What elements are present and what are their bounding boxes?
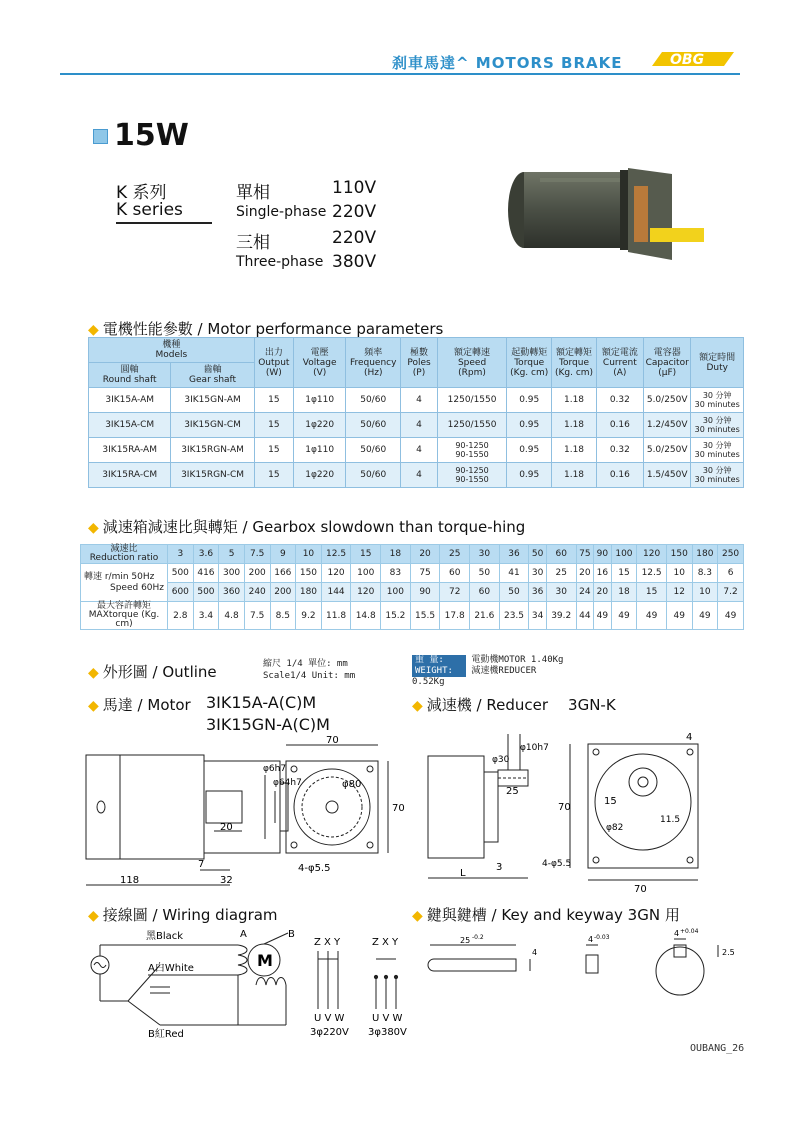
outline-title-text: 外形圖 / Outline xyxy=(102,663,217,681)
phase-single-v2: 220V xyxy=(332,202,377,222)
dim-15: 15 xyxy=(604,796,617,807)
gear-cell: 144 xyxy=(321,583,351,602)
gear-cell: 100 xyxy=(611,545,637,564)
th-frequency: 頻率 Frequency (Hz) xyxy=(346,338,401,388)
wire-a: A xyxy=(240,929,247,940)
gear-cell: 18 xyxy=(611,583,637,602)
phase-three-v2: 380V xyxy=(332,252,377,272)
gear-cell: 10 xyxy=(692,583,718,602)
key-4b: 4 xyxy=(588,935,594,944)
th-capacitor: 電容器 Capacitor (μF) xyxy=(644,338,691,388)
power-marker-icon xyxy=(93,129,108,144)
gear-cell: 240 xyxy=(244,583,270,602)
gear-cell: 20 xyxy=(576,564,594,583)
th-models xyxy=(89,338,255,363)
logo-text: OBG xyxy=(670,52,705,68)
motor-outline-drawing xyxy=(80,735,410,895)
dim-4: 4 xyxy=(686,732,693,743)
gear-title xyxy=(88,516,525,537)
gear-cell: 90 xyxy=(410,583,440,602)
phase-single-en: Single-phase xyxy=(236,204,327,220)
gear-cell: 12.5 xyxy=(321,545,351,564)
gear-cell: 41 xyxy=(499,564,529,583)
reducer-outline-drawing xyxy=(420,730,740,895)
dim-L: L xyxy=(460,868,466,879)
gear-cell: 166 xyxy=(270,564,296,583)
gear-cell: 10 xyxy=(666,564,692,583)
gear-cell: 24 xyxy=(576,583,594,602)
key-4c-tol: +0.04 xyxy=(680,928,699,935)
th-duty: 額定時間 Duty xyxy=(691,338,744,388)
gear-cell: 17.8 xyxy=(440,602,470,630)
gear-cell: 16 xyxy=(594,564,612,583)
dim-32: 32 xyxy=(220,875,233,886)
gear-cell: 83 xyxy=(381,564,411,583)
dim-118: 118 xyxy=(120,875,140,886)
dim-phi6h7: φ6h7 xyxy=(263,764,287,774)
gear-cell: 300 xyxy=(219,564,245,583)
gear-cell: 100 xyxy=(351,564,381,583)
gear-cell: 200 xyxy=(270,583,296,602)
page-footer: OUBANG_26 xyxy=(690,1043,745,1054)
wire-380: 3φ380V xyxy=(368,1027,407,1038)
gear-cell: 30 xyxy=(529,564,547,583)
gear-cell: 75 xyxy=(410,564,440,583)
gear-cell: 23.5 xyxy=(499,602,529,630)
diamond-icon: ◆ xyxy=(88,665,99,681)
gear-cell: 360 xyxy=(219,583,245,602)
series-underline xyxy=(116,222,212,224)
gear-cell: 10 xyxy=(296,545,322,564)
series-en: K series xyxy=(116,200,183,220)
gear-cell: 8.5 xyxy=(270,602,296,630)
gear-table xyxy=(80,544,744,630)
gear-cell: 15 xyxy=(637,583,667,602)
wiring-diagram xyxy=(88,925,408,1045)
gear-cell: 49 xyxy=(611,602,637,630)
dim-70a: 70 xyxy=(326,735,339,746)
diamond-icon: ◆ xyxy=(88,908,99,924)
phase-three-v1: 220V xyxy=(332,228,377,248)
phase-single-v1: 110V xyxy=(332,178,377,198)
dim-70b: 70 xyxy=(392,803,405,814)
gear-cell: 6 xyxy=(718,564,744,583)
gear-speed-label: 轉速 r/min 50Hz Speed 60Hz xyxy=(81,564,168,602)
phase-three-cn: 三相 xyxy=(236,233,270,253)
gear-torque-label: 最大容許轉矩 MAXtorque (Kg. cm) xyxy=(81,602,168,630)
th-output: 出力 Output (W) xyxy=(254,338,293,388)
motor-symbol-icon: M xyxy=(257,951,273,970)
gear-cell: 416 xyxy=(193,564,219,583)
weight-block: 重 量: 電動機MOTOR 1.40Kg WEIGHT: 減速機REDUCER 0.52Kg xyxy=(412,655,564,687)
th-start-torque: 起動轉矩 Torque (Kg. cm) xyxy=(507,338,552,388)
gear-cell: 500 xyxy=(193,583,219,602)
dim-3: 3 xyxy=(496,862,503,873)
gear-cell: 3 xyxy=(168,545,194,564)
motor-photo xyxy=(500,160,715,280)
gear-cell: 60 xyxy=(440,564,470,583)
th-models-en: Models xyxy=(155,350,188,360)
gear-cell: 100 xyxy=(381,583,411,602)
performance-table xyxy=(88,337,744,488)
wire-black: 黑Black xyxy=(146,931,184,942)
dim-20: 20 xyxy=(220,822,233,833)
wiring-title: ◆ 接線圖 / Wiring diagram xyxy=(88,906,278,924)
gear-cell: 25 xyxy=(546,564,576,583)
gear-cell: 9.2 xyxy=(296,602,322,630)
dim-4-phi55-b: 4-φ5.5 xyxy=(542,859,572,869)
gear-cell: 39.2 xyxy=(546,602,576,630)
motor-outline-title: ◆ 馬達 / Motor xyxy=(88,696,191,714)
key-title: ◆ 鍵與鍵槽 / Key and keyway 3GN 用 xyxy=(412,906,680,924)
key-4b-tol: -0.03 xyxy=(594,934,610,941)
gear-cell: 150 xyxy=(666,545,692,564)
reducer-outline-title: ◆ 減速機 / Reducer 3GN-K xyxy=(412,696,616,714)
gear-cell: 18 xyxy=(381,545,411,564)
gear-cell: 30 xyxy=(470,545,500,564)
dim-7: 7 xyxy=(198,859,205,870)
brand-logo xyxy=(648,48,738,70)
perf-title-text: 電機性能參數 / Motor performance parameters xyxy=(102,320,444,338)
gear-cell: 20 xyxy=(410,545,440,564)
phase-three-en: Three-phase xyxy=(236,254,324,270)
wire-uvw-2: U V W xyxy=(372,1013,403,1024)
gear-cell: 9 xyxy=(270,545,296,564)
gear-cell: 49 xyxy=(718,602,744,630)
outline-title xyxy=(88,661,217,682)
th-speed: 額定轉速 Speed (Rpm) xyxy=(438,338,507,388)
gear-cell: 15.5 xyxy=(410,602,440,630)
gear-cell: 36 xyxy=(529,583,547,602)
gear-cell: 3.4 xyxy=(193,602,219,630)
dim-phi80: φ80 xyxy=(342,779,362,790)
dim-phi10h7: φ10h7 xyxy=(520,743,549,753)
key-2-5: 2.5 xyxy=(722,948,735,957)
wire-red: B紅Red xyxy=(148,1029,184,1040)
wire-white: A白White xyxy=(148,963,194,974)
gear-cell: 600 xyxy=(168,583,194,602)
gear-cell: 60 xyxy=(470,583,500,602)
gear-cell: 14.8 xyxy=(351,602,381,630)
dim-11-5: 11.5 xyxy=(660,815,681,825)
phase-single-cn: 單相 xyxy=(236,183,270,203)
gear-cell: 34 xyxy=(529,602,547,630)
dim-phi64h7: φ64h7 xyxy=(273,778,302,788)
wire-b: B xyxy=(288,929,295,940)
diamond-icon: ◆ xyxy=(88,698,99,714)
gear-cell: 2.8 xyxy=(168,602,194,630)
gear-cell: 250 xyxy=(718,545,744,564)
diamond-icon: ◆ xyxy=(88,520,99,536)
gear-cell: 49 xyxy=(594,602,612,630)
table-row: 3IK15RA-AM 3IK15RGN-AM 15 1φ110 50/60 4 90-1250 90-1550 0.95 1.18 0.32 5.0/250V 30 分钟 30 minutes xyxy=(89,438,744,463)
motor-model-1: 3IK15A-A(C)M xyxy=(206,693,317,712)
dim-25: 25 xyxy=(506,786,519,797)
dim-70d: 70 xyxy=(634,884,647,895)
gear-cell: 15 xyxy=(611,564,637,583)
table-row: 3IK15A-AM 3IK15GN-AM 15 1φ110 50/60 4 1250/1550 0.95 1.18 0.32 5.0/250V 30 分钟 30 minutes xyxy=(89,388,744,413)
th-voltage: 電壓 Voltage (V) xyxy=(293,338,346,388)
gear-cell: 11.8 xyxy=(321,602,351,630)
power-rating: 15W xyxy=(114,118,189,153)
gear-cell: 7.5 xyxy=(244,602,270,630)
gear-cell: 4.8 xyxy=(219,602,245,630)
dim-phi30: φ30 xyxy=(492,755,510,765)
motor-model-2: 3IK15GN-A(C)M xyxy=(206,715,330,734)
gear-cell: 120 xyxy=(321,564,351,583)
gear-cell: 120 xyxy=(637,545,667,564)
key-4c: 4 xyxy=(674,929,680,938)
wire-zxy-1: Z X Y xyxy=(314,937,341,948)
wire-220: 3φ220V xyxy=(310,1027,349,1038)
diamond-icon: ◆ xyxy=(412,698,423,714)
gear-cell: 44 xyxy=(576,602,594,630)
gear-cell: 7.5 xyxy=(244,545,270,564)
key-diagram xyxy=(420,925,740,1005)
key-25-tol: -0.2 xyxy=(472,934,484,941)
scale-note: 縮尺 1/4 單位: mm Scale1/4 Unit: mm xyxy=(263,659,356,681)
gear-cell: 90 xyxy=(594,545,612,564)
gear-cell: 60 xyxy=(546,545,576,564)
gear-cell: 150 xyxy=(296,564,322,583)
gear-title-text: 減速箱減速比與轉矩 / Gearbox slowdown than torque-hing xyxy=(102,518,526,536)
th-models-cn: 機種 xyxy=(162,340,181,350)
gear-cell: 25 xyxy=(440,545,470,564)
gear-cell: 200 xyxy=(244,564,270,583)
gear-cell: 49 xyxy=(692,602,718,630)
key-4a: 4 xyxy=(532,948,538,957)
gear-cell: 72 xyxy=(440,583,470,602)
gear-cell: 12 xyxy=(666,583,692,602)
dim-phi82: φ82 xyxy=(606,823,624,833)
th-gear-shaft: 齒軸 Gear shaft xyxy=(171,363,254,388)
gear-cell: 30 xyxy=(546,583,576,602)
gear-cell: 21.6 xyxy=(470,602,500,630)
key-25: 25 xyxy=(460,936,471,945)
gear-cell: 50 xyxy=(470,564,500,583)
gear-cell: 180 xyxy=(296,583,322,602)
dim-70c: 70 xyxy=(558,802,571,813)
header-title: 刹車馬達^ MOTORS BRAKE xyxy=(392,54,623,72)
diamond-icon: ◆ xyxy=(88,322,99,338)
th-poles: 極數 Poles (P) xyxy=(401,338,438,388)
gear-cell: 15.2 xyxy=(381,602,411,630)
gear-cell: 15 xyxy=(351,545,381,564)
header-rule xyxy=(60,73,740,75)
th-round-shaft: 圓軸 Round shaft xyxy=(89,363,171,388)
gear-cell: 180 xyxy=(692,545,718,564)
gear-cell: 8.3 xyxy=(692,564,718,583)
wire-uvw-1: U V W xyxy=(314,1013,345,1024)
series-cn: K 系列 xyxy=(116,183,167,203)
gear-cell: 500 xyxy=(168,564,194,583)
dim-4-phi55: 4-φ5.5 xyxy=(298,863,331,874)
gear-cell: 12.5 xyxy=(637,564,667,583)
table-row: 3IK15RA-CM 3IK15RGN-CM 15 1φ220 50/60 4 90-1250 90-1550 0.95 1.18 0.16 1.5/450V 30 分钟 30 minutes xyxy=(89,463,744,488)
gear-cell: 49 xyxy=(666,602,692,630)
gear-cell: 7.2 xyxy=(718,583,744,602)
gear-cell: 5 xyxy=(219,545,245,564)
gear-cell: 3.6 xyxy=(193,545,219,564)
diamond-icon: ◆ xyxy=(412,908,423,924)
table-row: 3IK15A-CM 3IK15GN-CM 15 1φ220 50/60 4 1250/1550 0.95 1.18 0.16 1.2/450V 30 分钟 30 minutes xyxy=(89,413,744,438)
th-current: 額定電流 Current (A) xyxy=(596,338,643,388)
gear-cell: 36 xyxy=(499,545,529,564)
gear-cell: 49 xyxy=(637,602,667,630)
gear-cell: 20 xyxy=(594,583,612,602)
wire-zxy-2: Z X Y xyxy=(372,937,399,948)
gear-cell: 50 xyxy=(529,545,547,564)
gear-cell: 120 xyxy=(351,583,381,602)
perf-title xyxy=(88,318,443,339)
gear-cell: 75 xyxy=(576,545,594,564)
th-rated-torque: 額定轉矩 Torque (Kg. cm) xyxy=(552,338,596,388)
gear-cell: 50 xyxy=(499,583,529,602)
gear-ratio-label: 減速比 Reduction ratio xyxy=(81,545,168,564)
